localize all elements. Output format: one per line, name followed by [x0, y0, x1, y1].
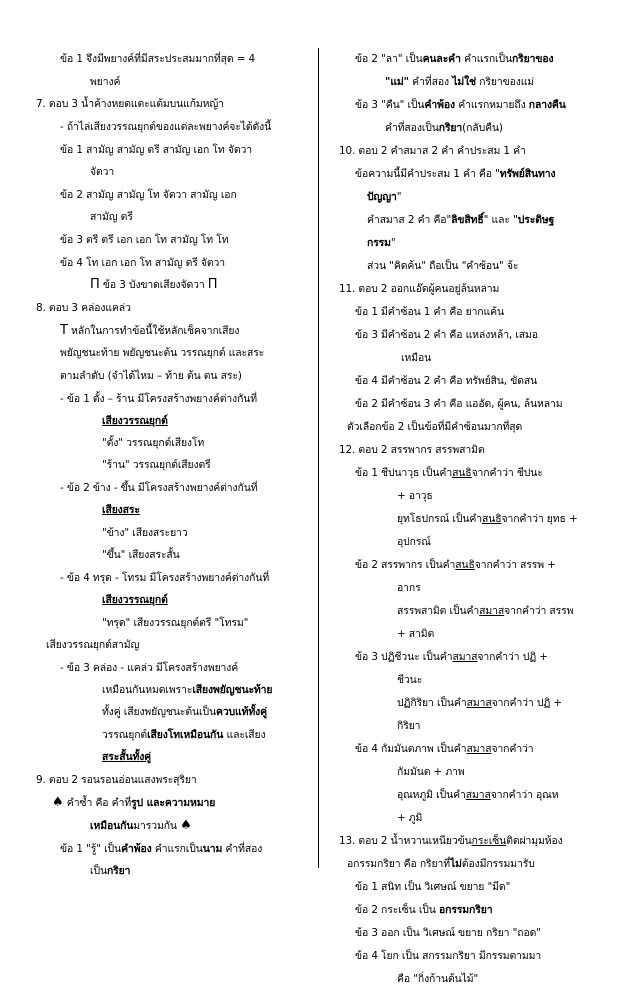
text-segment: ข้อ 3 ออก เป็น วิเศษณ์ ขยาย กริยา "ถอด" — [355, 927, 541, 939]
text-segment: กลางคืน — [528, 99, 566, 111]
left-line — [60, 842, 262, 856]
text-segment: สมาส — [452, 651, 478, 663]
right-line — [355, 650, 548, 664]
right-tail-line — [397, 972, 478, 986]
text-segment: เสียงโทเหมือนกัน — [147, 729, 224, 741]
text-segment: กริยาของแม่ — [476, 76, 535, 88]
text-segment: ส่วน "คิดค้น" ถือเป็น "คำซ้อน" จ้ะ — [367, 260, 519, 272]
right-line — [397, 696, 562, 710]
left-line — [60, 571, 269, 585]
right-tail-line — [355, 949, 541, 963]
right-line — [367, 259, 518, 273]
text-segment: ติดฝามุมห้อง — [506, 835, 563, 847]
text-segment: วรรณยุกต์ — [102, 729, 148, 741]
text-segment: ตามลำดับ (จำได้ไหม – ท้าย ต้น ตน สระ) — [60, 370, 242, 382]
text-segment: คำที่สอง — [408, 76, 453, 88]
right-line — [397, 604, 573, 618]
left-line — [102, 750, 151, 764]
text-segment: คำแรกเป็น — [151, 843, 203, 855]
left-line — [60, 392, 257, 406]
text-segment: ข้อ 1 สนิท เป็น วิเศษณ์ ขยาย "มีด" — [355, 881, 511, 893]
text-segment: ข้อ 3 ปฏิชีวนะ เป็นคำ — [355, 651, 453, 663]
right-line — [397, 489, 433, 503]
right-line — [355, 397, 563, 411]
text-segment: ไม่ — [449, 858, 462, 870]
text-segment: กิริยา — [397, 720, 421, 732]
left-line — [102, 436, 204, 450]
right-tail-line — [355, 926, 541, 940]
text-segment: ชีวนะ — [397, 674, 423, 686]
text-segment: " — [396, 191, 402, 203]
text-segment: กริยา — [438, 122, 463, 134]
right-line — [355, 328, 538, 342]
text-segment: เป็น — [90, 865, 107, 877]
text-segment: ต้องมีกรรมมารับ — [461, 858, 535, 870]
text-segment: ปัญญา — [367, 191, 397, 203]
right-line — [397, 673, 422, 687]
text-segment: กรรม — [367, 237, 391, 249]
right-line — [339, 443, 485, 457]
text-segment: ข้อ 3 บังขาดเสียงจัตวา — [99, 279, 208, 291]
text-segment: จากคำว่า อุณห — [490, 789, 559, 801]
text-segment: คำพ้อง — [424, 99, 455, 111]
text-segment: จากคำว่า สรรพ — [504, 605, 574, 617]
text-segment: สามัญ ตรี — [90, 211, 133, 223]
right-line — [397, 512, 578, 526]
text-segment: ข้อ 1 มีคำซ้อน 1 คำ คือ ยากแค้น — [355, 306, 504, 318]
right-line — [347, 420, 522, 434]
left-line — [90, 165, 114, 179]
text-segment: ข้อ 2 สรรพากร เป็นคำ — [355, 559, 456, 571]
text-segment: 12. ตอบ 2 สรรพากร สรรพสามิต — [339, 444, 485, 456]
text-segment: ข้อ 4 โท เอก เอก โท สามัญ ตรี จัตวา — [60, 257, 226, 269]
right-line — [355, 466, 543, 480]
text-segment: เสียงวรรณยุกต์ — [102, 415, 168, 427]
right-line — [367, 236, 396, 250]
text-segment: ประดิษฐ — [517, 214, 555, 226]
right-line — [355, 52, 554, 66]
text-segment: สนธิ — [482, 513, 502, 525]
left-line — [60, 143, 252, 157]
left-line — [90, 864, 130, 878]
text-segment: สมาส — [479, 605, 505, 617]
text-segment: รูป และความหมาย — [131, 797, 216, 809]
text-segment: อากร — [397, 582, 421, 594]
text-segment: " — [390, 237, 396, 249]
text-segment: ข้อ 4 โยก เป็น สกรรมกริยา มีกรรมตามมา — [355, 950, 542, 962]
text-segment: ทรัพย์สินทาง — [499, 168, 556, 180]
text-segment: "แม่" — [385, 76, 409, 88]
right-line — [397, 719, 420, 733]
text-segment: คำที่สองเป็น — [385, 122, 439, 134]
left-line — [102, 705, 267, 719]
text-segment: 7. ตอบ 3 น้ำค้างหยดแตะแต้มบนแก้มหญ้า — [36, 98, 224, 110]
text-segment: และเสียง — [223, 729, 266, 741]
text-segment: 9. ตอบ 2 รอนรอนอ่อนแสงพระสุริยา — [36, 774, 197, 786]
right-line — [355, 98, 566, 112]
text-segment: พยางค์ — [90, 76, 121, 88]
text-segment: ข้อ 1 "รู้" เป็น — [60, 843, 122, 855]
left-line — [102, 458, 211, 472]
text-segment: นาม — [202, 843, 223, 855]
text-segment: สมาส — [466, 743, 492, 755]
right-line — [397, 535, 431, 549]
text-segment: ข้อ 3 "คืน" เป็น — [355, 99, 425, 111]
text-segment: คือ "กิ่งก้านต้นไม้" — [397, 973, 479, 985]
left-line — [90, 75, 120, 89]
text-segment: + อาวุธ — [397, 490, 433, 502]
text-segment: สนธิ — [455, 559, 475, 571]
right-line — [397, 788, 558, 802]
text-segment: คนละคำ — [422, 53, 461, 65]
text-segment: ควบแท้ทั้งคู่ — [215, 706, 267, 718]
right-line — [397, 811, 422, 825]
text-segment: ข้อ 3 มีคำซ้อน 2 คำ คือ แหล่งหล้า, เสมอ — [355, 329, 538, 341]
bullet-symbol: Π — [90, 277, 100, 292]
right-line — [401, 351, 431, 365]
text-segment: - ข้อ 2 ข้าง - ขึ้น มีโครงสร้างพยางค์ต่างกันที่ — [60, 482, 258, 494]
left-line — [46, 638, 139, 652]
bullet-symbol: ♠ — [180, 818, 192, 833]
text-segment: "ข้าง" เสียงสระยาว — [102, 527, 188, 539]
text-segment: 11. ตอบ 2 ออกแอ๊ดผู้คนอยู่ล้นหลาม — [339, 283, 500, 295]
right-line — [355, 742, 534, 756]
right-line — [385, 75, 534, 89]
right-line — [385, 121, 503, 135]
left-line — [36, 773, 197, 787]
text-segment: พยัญชนะท้าย พยัญชนะต้น วรรณยุกต์ และสระ — [60, 347, 265, 359]
right-line — [397, 765, 465, 779]
text-segment: (กลับคืน) — [462, 122, 503, 134]
text-segment: + ภูมิ — [397, 812, 423, 824]
text-segment: "ขึ้น" เสียงสระสั้น — [102, 549, 180, 561]
text-segment: ข้อความนี้มีคำประสม 1 คำ คือ " — [355, 168, 500, 180]
text-segment: อกรรมกริยา — [438, 904, 493, 916]
text-segment: สระสั้นทั้งคู่ — [102, 751, 152, 763]
text-segment: สนธิ — [452, 467, 472, 479]
text-segment: สมาส — [465, 789, 491, 801]
right-line — [397, 581, 421, 595]
left-line — [60, 481, 257, 495]
text-segment: กัมมันต + ภาพ — [397, 766, 465, 778]
left-line — [60, 346, 264, 360]
right-tail-line — [355, 903, 492, 917]
bullet-symbol: T — [60, 323, 68, 338]
right-line — [347, 857, 535, 871]
right-line — [355, 558, 556, 572]
left-line — [90, 210, 133, 224]
text-segment: คำพ้อง — [121, 843, 152, 855]
text-segment: เสียงสระ — [102, 504, 140, 516]
left-line — [60, 52, 255, 66]
left-line — [60, 120, 271, 134]
text-segment: จากคำว่า สรรพ + — [474, 559, 556, 571]
text-segment: ข้อ 2 กระเซ็น เป็น — [355, 904, 439, 916]
text-segment: เหมือนกัน — [90, 820, 134, 832]
text-segment: คำแรกเป็น — [460, 53, 512, 65]
text-segment: ยุทโธปกรณ์ เป็นคำ — [397, 513, 483, 525]
bullet-symbol: Π — [207, 277, 218, 292]
text-segment: ข้อ 2 สามัญ สามัญ โท จัตวา สามัญ เอก — [60, 189, 237, 201]
left-line — [60, 256, 225, 270]
text-segment: ข้อ 1 สามัญ สามัญ ตรี สามัญ เอก โท จัตวา — [60, 144, 252, 156]
text-segment: สมาส — [466, 697, 492, 709]
text-segment: 10. ตอบ 2 คำสมาส 2 คำ คำประสม 1 คำ — [339, 145, 526, 157]
text-segment: อุณหภูมิ เป็นคำ — [397, 789, 466, 801]
text-segment: ข้อ 2 "ลา" เป็น — [355, 53, 423, 65]
text-segment: อกรรมกริยา คือ กริยาที่ — [347, 858, 450, 870]
left-line — [60, 661, 238, 675]
left-line — [102, 728, 265, 742]
text-segment: เสียงวรรณยุกต์ — [102, 594, 168, 606]
text-segment: เสียงพยัญชนะท้าย — [192, 684, 273, 696]
text-segment: - ถ้าไล่เสียงวรรณยุกต์ของแต่ละพยางค์จะได้ดังนี้ — [60, 121, 272, 133]
text-segment: ข้อ 4 กัมมันตภาพ เป็นคำ — [355, 743, 467, 755]
left-line — [60, 369, 242, 383]
text-segment: ข้อ 1 จึงมีพยางค์ที่มีสระประสมมากที่สุด = 4 — [60, 53, 256, 65]
right-line — [355, 167, 555, 181]
text-segment: 8. ตอบ 3 คล่องแคล่ว — [36, 302, 131, 314]
left-line — [102, 616, 248, 630]
bullet-symbol: ♠ — [52, 795, 64, 810]
left-line — [102, 414, 168, 428]
left-line — [52, 796, 215, 810]
text-segment: - ข้อ 3 คล่อง - แคล่ว มีโครงสร้างพยางค์ — [60, 662, 239, 674]
left-line — [36, 97, 224, 111]
left-line — [90, 278, 217, 292]
text-segment: ทั้งคู่ เสียงพยัญชนะต้นเป็น — [102, 706, 216, 718]
left-line — [102, 683, 272, 697]
text-segment: ตัวเลือกข้อ 2 เป็นข้อที่มีคำซ้อนมากที่สุด — [347, 421, 523, 433]
text-segment: คำที่สอง — [222, 843, 263, 855]
text-segment: ลิขสิทธิ์ — [451, 214, 484, 226]
text-segment: จากคำว่า ปฏิ + — [477, 651, 548, 663]
text-segment: "ทรุด" เสียงวรรณยุกต์ตรี "โทรม" — [102, 617, 249, 629]
right-tail-line — [355, 880, 510, 894]
text-segment: "ตั้ง" วรรณยุกต์เสียงโท — [102, 437, 205, 449]
text-segment: คำแรกหมายถึง — [455, 99, 529, 111]
text-segment: + สามิต — [397, 628, 435, 640]
text-segment: ข้อ 2 มีคำซ้อน 3 คำ คือ แออัด, ผู้คน, ล้นหลาม — [355, 398, 563, 410]
right-line — [355, 374, 537, 388]
left-line — [102, 526, 188, 540]
left-line — [102, 503, 140, 517]
text-segment: - ข้อ 1 ตั้ง – ร้าน มีโครงสร้างพยางค์ต่างกันที่ — [60, 393, 258, 405]
text-segment: จากคำว่า ชีปนะ — [471, 467, 543, 479]
left-line — [90, 819, 192, 833]
text-segment: - ข้อ 4 ทรุด - โทรม มีโครงสร้างพยางค์ต่างกันที่ — [60, 572, 270, 584]
right-line — [367, 213, 554, 227]
text-segment: กริยา — [106, 865, 131, 877]
text-segment: ไม่ใช่ — [452, 76, 476, 88]
text-segment: เหมือนกันหมดเพราะ — [102, 684, 193, 696]
text-segment: มารวมกัน — [133, 820, 181, 832]
text-segment: ปฏิกิริยา เป็นคำ — [397, 697, 467, 709]
text-segment: " และ " — [483, 214, 518, 226]
left-line — [60, 324, 239, 338]
right-line — [367, 190, 401, 204]
text-segment: หลักในการทำข้อนี้ใช้หลักเช็คจากเสียง — [67, 325, 240, 337]
text-segment: "ร้าน" วรรณยุกต์เสียงตรี — [102, 459, 211, 471]
text-segment: สรรพสามิต เป็นคำ — [397, 605, 480, 617]
text-segment: จากคำว่า — [491, 743, 534, 755]
text-segment: กระเซ็น — [471, 835, 507, 847]
text-segment: จัตวา — [90, 166, 115, 178]
column-divider — [318, 48, 319, 868]
text-segment: คำสมาส 2 คำ คือ" — [367, 214, 452, 226]
text-segment: จากคำว่า ยุทธ + — [501, 513, 578, 525]
text-segment: คำซ้ำ คือ คำที่ — [63, 797, 132, 809]
left-line — [102, 593, 168, 607]
text-segment: ข้อ 1 ชีปนาวุธ เป็นคำ — [355, 467, 453, 479]
text-segment: เหมือน — [401, 352, 432, 364]
text-segment: เสียงวรรณยุกต์สามัญ — [46, 639, 140, 651]
left-line — [60, 188, 237, 202]
left-line — [36, 301, 131, 315]
left-line — [60, 233, 228, 247]
text-segment: 13. ตอบ 2 น้ำหวานเหนียวข้น — [339, 835, 472, 847]
text-segment: ข้อ 4 มีคำซ้อน 2 คำ คือ ทรัพย์สิน, ขัดสน — [355, 375, 538, 387]
text-segment: กริยาของ — [511, 53, 554, 65]
right-line — [339, 144, 526, 158]
text-segment: จากคำว่า ปฏิ + — [491, 697, 563, 709]
right-line — [355, 305, 504, 319]
left-line — [102, 548, 180, 562]
right-line — [339, 834, 563, 848]
right-line — [397, 627, 434, 641]
text-segment: ข้อ 3 ตรี ตรี เอก เอก โท สามัญ โท โท — [60, 234, 229, 246]
right-line — [339, 282, 499, 296]
text-segment: อุปกรณ์ — [397, 536, 431, 548]
